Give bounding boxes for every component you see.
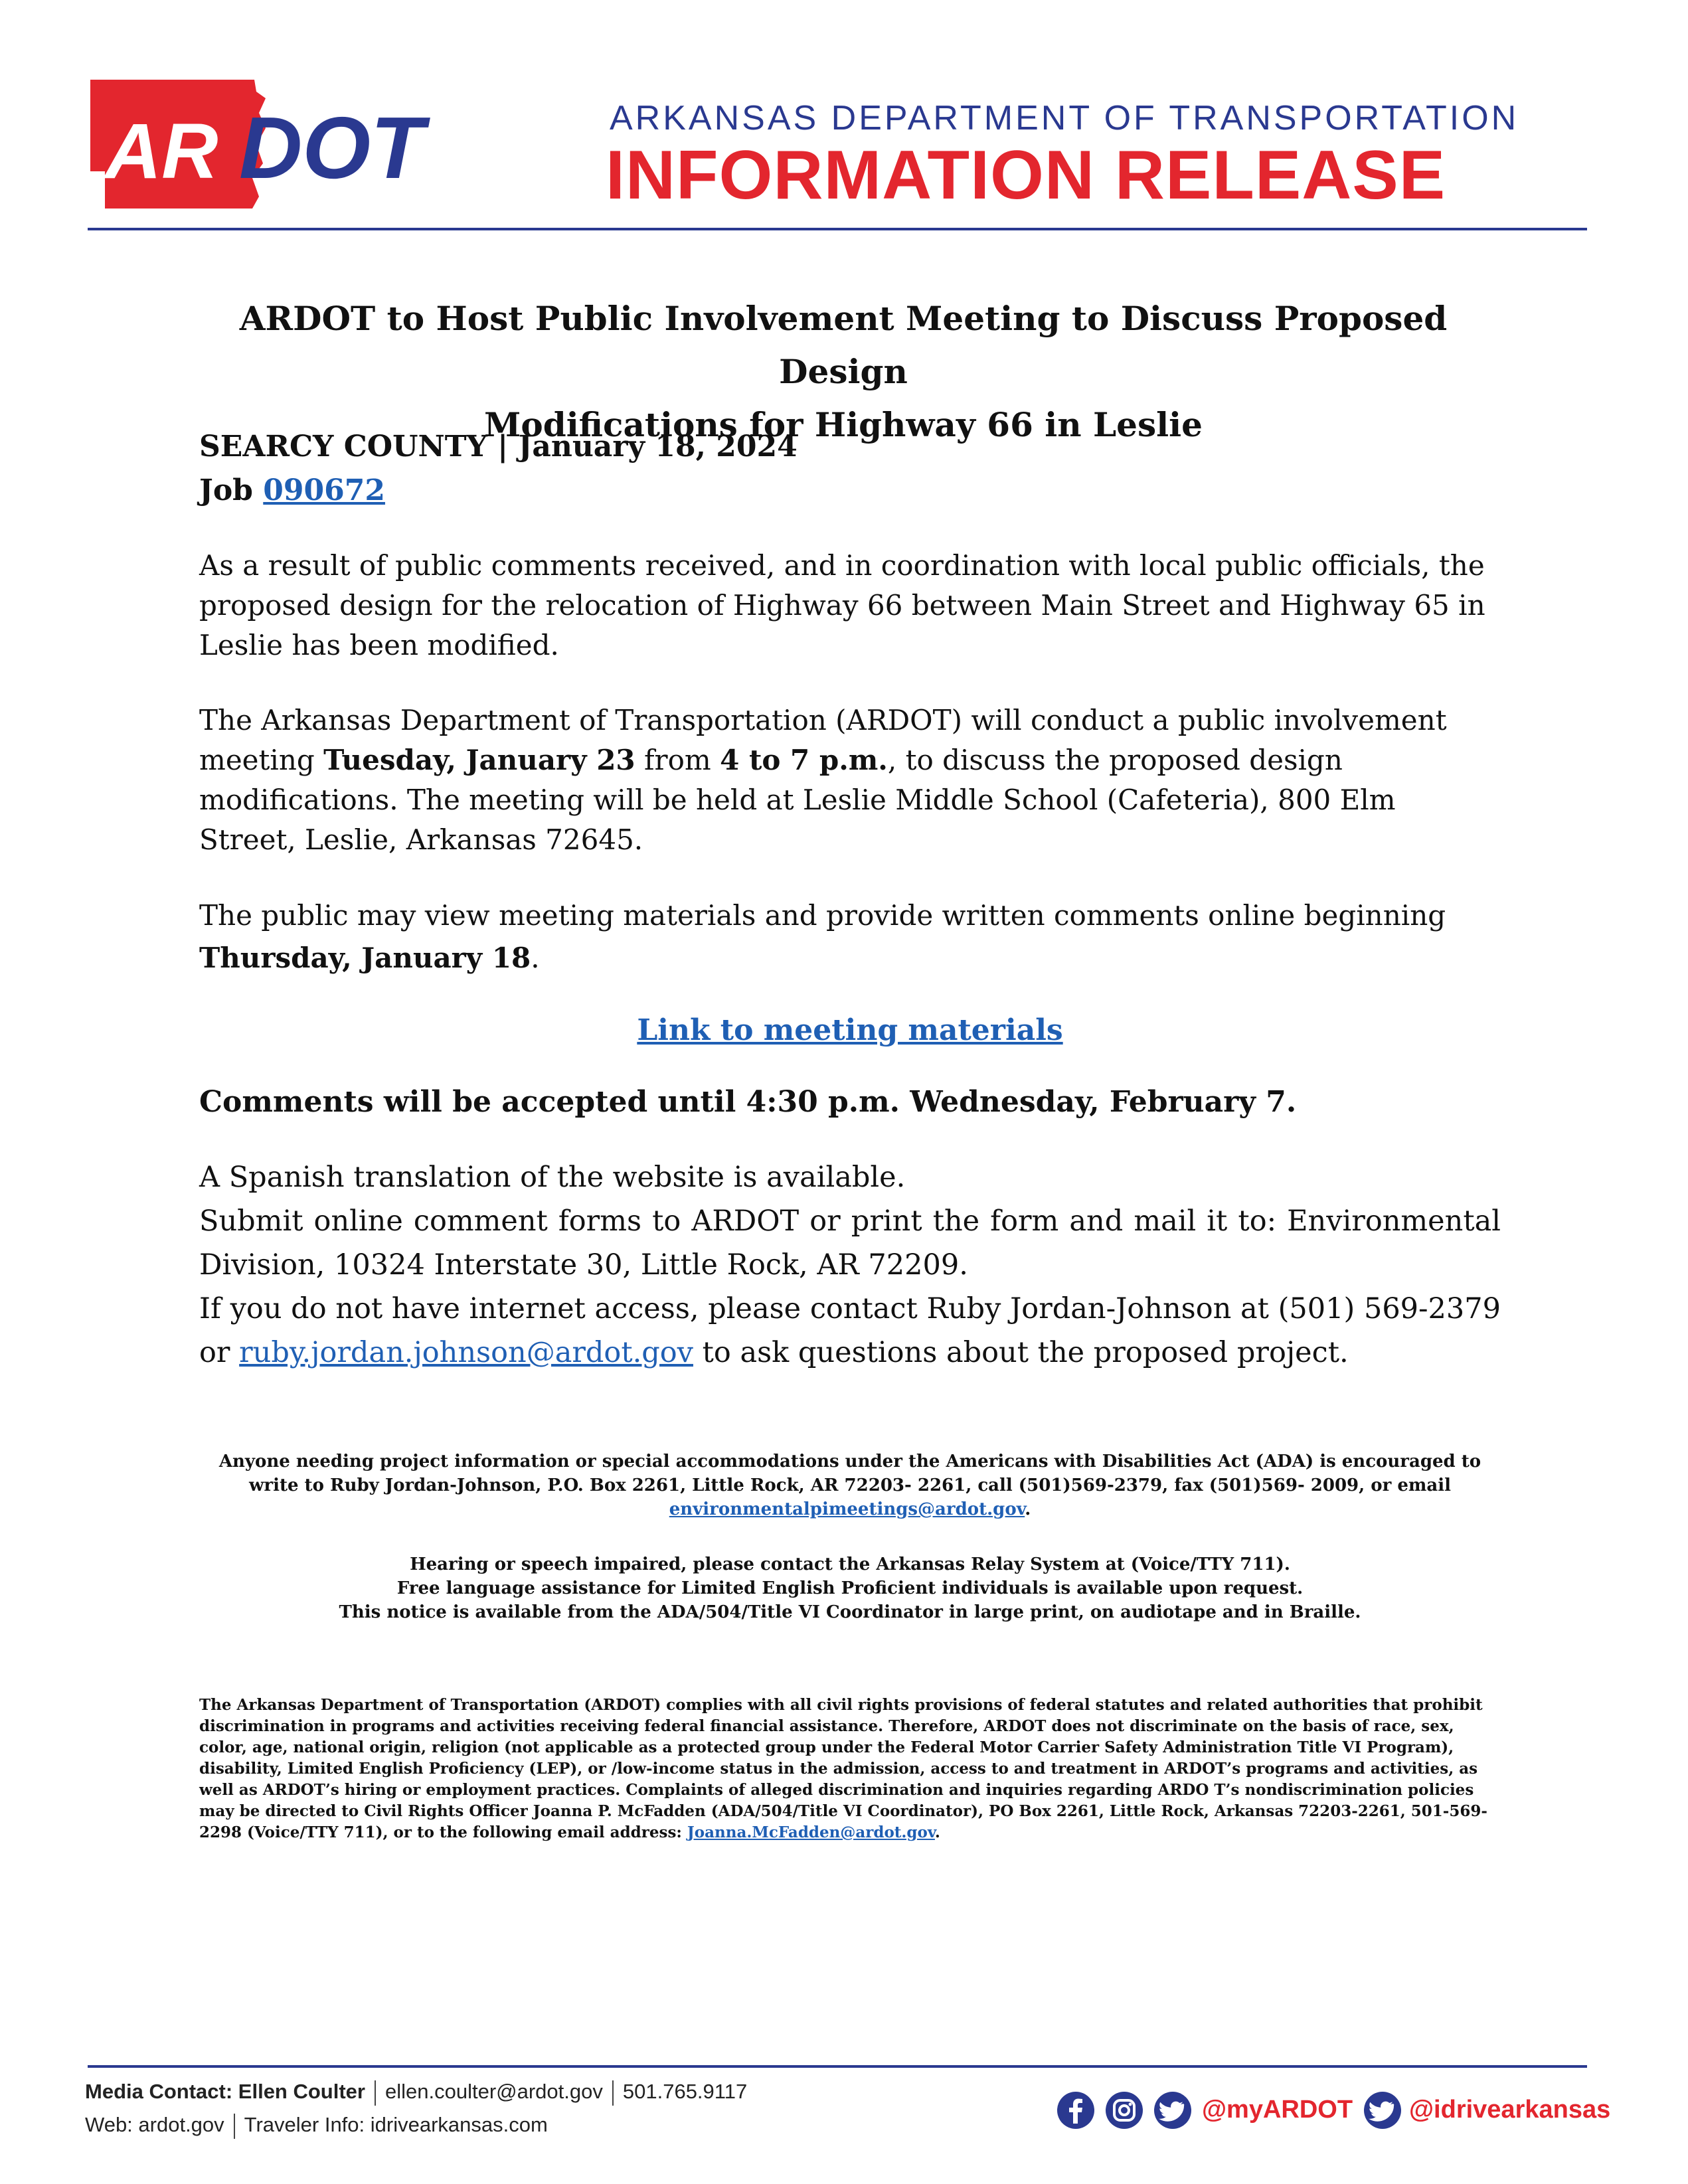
meeting-materials-link[interactable]: Link to meeting materials bbox=[637, 1013, 1063, 1047]
dateline: SEARCY COUNTY | January 18, 2024 bbox=[199, 430, 798, 463]
paragraph-meeting-details: The Arkansas Department of Transportation (ARDOT) will conduct a public involvement meeting Tuesday, January 23 from 4 to 7 p.m., to discuss the proposed design modifications. The meeting will be held at Leslie Middle School (Cafeteria), 800 Elm Street, Leslie, Arkansas 72645. bbox=[199, 704, 1447, 856]
online-start-date: Thursday, January 18 bbox=[199, 942, 531, 974]
paragraph-design-modified: As a result of public comments received, and in coordination with local public officials, the proposed design for the relocation of Highway 66 between Main Street and Highway 65 in Leslie has been modified. bbox=[199, 549, 1485, 661]
submission-block bbox=[199, 1155, 1501, 1375]
department-name: ARKANSAS DEPARTMENT OF TRANSPORTATION bbox=[610, 99, 1519, 137]
ada-email-link[interactable]: environmentalpimeetings@ardot.gov bbox=[669, 1499, 1025, 1519]
ada-notice: Anyone needing project information or special accommodations under the Americans with Disabilities Act (ADA) is encouraged to write to Ruby Jordan-Johnson, P.O. Box 2261, Little Rock, AR 72203- 2261, call (501)569-2379, fax (501)569- 2009, or email environmentalpimeetings@ardot.gov. bbox=[218, 1452, 1481, 1519]
spanish-note: A Spanish translation of the website is available. bbox=[199, 1161, 906, 1194]
job-label: Job bbox=[199, 473, 253, 507]
idrivearkansas-handle[interactable]: @idrivearkansas bbox=[1409, 2096, 1611, 2124]
media-contact-label: Media Contact: Ellen Coulter bbox=[85, 2080, 365, 2103]
relay-line-3: This notice is available from the ADA/504/Title VI Coordinator in large print, on audiotape and in Braille. bbox=[339, 1602, 1361, 1622]
job-line bbox=[199, 469, 1501, 513]
ardot-logo bbox=[85, 78, 457, 211]
title-line-1: ARDOT to Host Public Involvement Meeting to Discuss Proposed Design bbox=[239, 299, 1448, 391]
footer-divider bbox=[88, 2065, 1587, 2068]
dateline-block bbox=[199, 425, 1501, 513]
relay-notice bbox=[199, 1553, 1501, 1624]
materials-link-row bbox=[199, 1011, 1501, 1050]
meeting-date: Tuesday, January 23 bbox=[323, 744, 635, 776]
twitter-icon[interactable] bbox=[1363, 2090, 1402, 2130]
relay-line-2: Free language assistance for Limited English Proficient individuals is available upon request. bbox=[396, 1578, 1304, 1598]
twitter-icon[interactable] bbox=[1153, 2090, 1193, 2130]
submit-instructions: Submit online comment forms to ARDOT or print the form and mail it to: Environmental Division, 10324 Interstate 30, Little Rock, AR 72209. bbox=[199, 1205, 1501, 1282]
contact-email-link[interactable]: ruby.jordan.johnson@ardot.gov bbox=[239, 1336, 693, 1369]
civil-rights-email-link[interactable]: Joanna.McFadden@ardot.gov bbox=[687, 1823, 935, 1841]
paragraph-online-materials: The public may view meeting materials and provide written comments online beginning Thursday, January 18. bbox=[199, 899, 1446, 974]
media-email[interactable]: ellen.coulter@ardot.gov bbox=[384, 2080, 603, 2103]
traveler-info-link[interactable]: Traveler Info: idrivearkansas.com bbox=[244, 2113, 548, 2136]
myardot-handle[interactable]: @myARDOT bbox=[1202, 2096, 1353, 2124]
svg-text:DOT: DOT bbox=[239, 99, 424, 197]
header-divider bbox=[88, 228, 1587, 230]
media-contact bbox=[85, 2080, 747, 2106]
release-heading: INFORMATION RELEASE bbox=[606, 137, 1446, 214]
instagram-icon[interactable] bbox=[1104, 2090, 1144, 2130]
title-line-2: Modifications for Highway 66 in Leslie bbox=[484, 405, 1203, 444]
civil-rights-statement: The Arkansas Department of Transportation (ARDOT) complies with all civil rights provisions of federal statutes and related authorities that prohibit discrimination in programs and activities receiving federal financial assistance. Therefore, ARDOT does not discriminate on the basis of race, sex, color, age, national origin, religion (not applicable as a protected group under the Federal Motor Carrier Safety Administration Title VI Program), disability, Limited English Proficiency (LEP), or /low-income status in the admission, access to and treatment in ARDOT’s programs and activities, as well as ARDOT’s hiring or employment practices. Complaints of alleged discrimination and inquiries regarding ARDO T’s nondiscrimination policies may be directed to Civil Rights Officer Joanna P. McFadden (ADA/504/Title VI Coordinator), PO Box 2261, Little Rock, Arkansas 72203-2261, 501-569- 2298 (Voice/TTY 711), or to the following email address: Joanna.McFadden@ardot.gov. bbox=[199, 1696, 1487, 1841]
job-number-link[interactable]: 090672 bbox=[263, 473, 385, 507]
meeting-time: 4 to 7 p.m. bbox=[720, 744, 888, 776]
comment-deadline: Comments will be accepted until 4:30 p.m. Wednesday, February 7. bbox=[199, 1085, 1297, 1119]
svg-text:AR: AR bbox=[105, 108, 218, 195]
contact-info: If you do not have internet access, please contact Ruby Jordan-Johnson at (501) 569-2379 or ruby.jordan.johnson@ardot.gov to ask questions about the proposed project. bbox=[199, 1292, 1501, 1369]
media-phone: 501.765.9117 bbox=[622, 2080, 748, 2103]
web-link[interactable]: Web: ardot.gov bbox=[85, 2113, 224, 2136]
facebook-icon[interactable] bbox=[1056, 2090, 1096, 2130]
relay-line-1: Hearing or speech impaired, please contact the Arkansas Relay System at (Voice/TTY 711). bbox=[410, 1554, 1290, 1574]
web-info bbox=[85, 2113, 548, 2139]
